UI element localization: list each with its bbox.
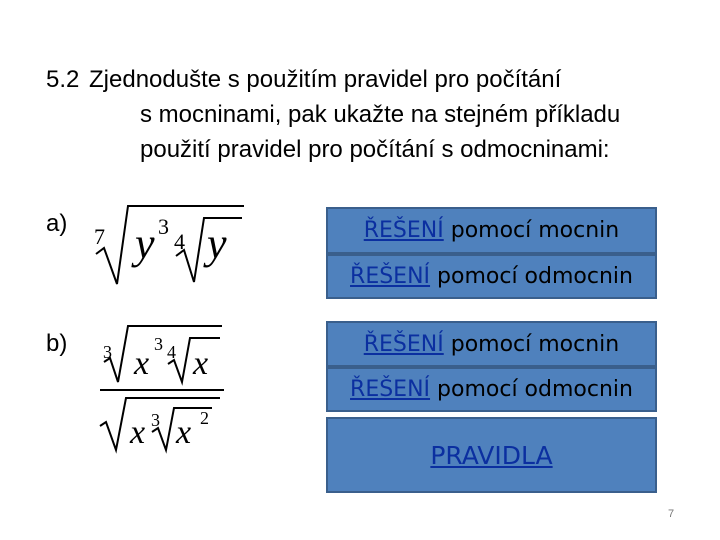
formula-b-num-inner-base: x xyxy=(193,345,209,382)
page-number: 7 xyxy=(668,508,675,520)
formula-b-den-exponent: 2 xyxy=(200,408,209,428)
formula-a-outer-index: 7 xyxy=(94,224,105,249)
formula-a xyxy=(92,196,252,293)
solution-link[interactable]: ŘEŠENÍ xyxy=(363,331,444,357)
formula-b-num-base: x xyxy=(134,345,150,382)
part-b-label: b) xyxy=(46,330,68,357)
solution-link[interactable]: ŘEŠENÍ xyxy=(350,264,431,289)
formula-b-num-exponent: 3 xyxy=(154,334,163,354)
solution-method-label: pomocí mocnin xyxy=(450,218,620,243)
formula-b-num-inner-index: 4 xyxy=(167,342,176,362)
formula-a-inner-base: y xyxy=(207,219,227,268)
solution-b-roots-button[interactable] xyxy=(326,367,657,412)
task-number: 5.2 xyxy=(46,66,80,93)
formula-b-den-inner-index: 3 xyxy=(151,410,160,430)
solution-method-label: pomocí odmocnin xyxy=(437,264,633,289)
rules-link[interactable]: PRAVIDLA xyxy=(430,440,553,470)
formula-b-den-inner-base: x xyxy=(176,414,192,451)
solution-method-label: pomocí odmocnin xyxy=(437,377,633,402)
rules-button[interactable] xyxy=(326,417,657,493)
formula-a-inner-index: 4 xyxy=(174,229,185,254)
task-line-1: Zjednodušte s použitím pravidel pro počítání xyxy=(89,66,562,93)
formula-b-num-outer-index: 3 xyxy=(103,342,112,362)
task-line-3: použití pravidel pro počítání s odmocninami: xyxy=(140,136,610,163)
solution-b-powers-button[interactable] xyxy=(326,321,657,367)
part-a-label: a) xyxy=(46,210,68,237)
formula-a-exponent: 3 xyxy=(158,214,169,239)
formula-a-base: y xyxy=(135,219,155,268)
solution-a-roots-button[interactable] xyxy=(326,254,657,299)
formula-b xyxy=(96,318,231,463)
solution-link[interactable]: ŘEŠENÍ xyxy=(350,377,431,402)
solution-method-label: pomocí mocnin xyxy=(450,331,620,357)
solution-a-powers-button[interactable] xyxy=(326,207,657,254)
task-line-2: s mocninami, pak ukažte na stejném příkladu xyxy=(140,101,621,128)
formula-b-den-base: x xyxy=(130,414,146,451)
solution-link[interactable]: ŘEŠENÍ xyxy=(363,218,444,243)
